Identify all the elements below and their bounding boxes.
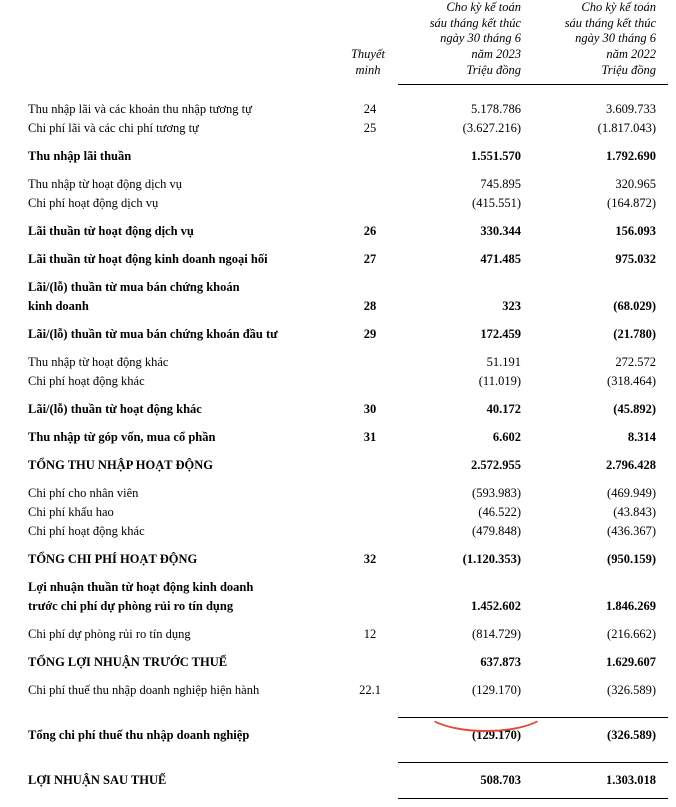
row-value-previous: (318.464) [607,374,656,389]
table-row [8,578,668,597]
row-value-current: 745.895 [480,177,521,192]
header-previous-period [533,0,668,84]
row-note-reference [342,278,398,297]
table-header [8,0,668,100]
row-note-reference: 12 [363,627,377,642]
row-value-current: 330.344 [480,224,521,239]
row-label: Chi phí hoạt động khác [28,524,145,539]
row-value-current: 1.452.602 [471,599,521,614]
table-row [8,119,668,138]
table-row [8,522,668,541]
header-spacer [8,85,668,100]
row-spacer [8,391,668,400]
row-note-reference [342,597,398,616]
row-note-reference: 28 [363,299,377,314]
table-row [8,400,668,419]
row-value-previous: 1.792.690 [606,149,656,164]
row-label: Lãi thuần từ hoạt động dịch vụ [28,224,194,239]
table-row [8,297,668,316]
row-value-current: 1.551.570 [471,149,521,164]
row-spacer [8,138,668,147]
header-current-line4: năm 2023 [471,46,521,61]
row-value-current: (593.983) [472,486,521,501]
row-label: Lãi/(lỗ) thuần từ mua bán chứng khoán [28,280,240,295]
row-spacer [8,475,668,484]
table-row [8,456,668,475]
table-row [8,194,668,213]
row-note-reference [342,771,398,790]
final-rule-blank [8,790,342,807]
table-row [8,550,668,569]
row-value-previous: (45.892) [613,402,656,417]
row-spacer [8,447,668,456]
row-spacer [8,213,668,222]
row-value-current: 172.459 [480,327,521,342]
header-current-line1: Cho kỳ kế toán [446,0,521,14]
table-row [8,653,668,672]
row-value-current: (415.551) [472,196,521,211]
row-value-previous: 975.032 [615,252,656,267]
row-spacer [8,241,668,250]
row-label: kinh doanh [28,299,89,314]
row-note-reference [342,372,398,391]
row-value-current: 5.178.786 [471,102,521,117]
table-row [8,250,668,269]
row-note-reference: 30 [363,402,377,417]
rule-previous [533,709,668,726]
row-label: TỔNG THU NHẬP HOẠT ĐỘNG [28,458,213,473]
table-row [8,372,668,391]
row-note-reference [342,175,398,194]
row-note-reference: 24 [363,102,377,117]
row-note-reference [342,484,398,503]
row-label: Thu nhập từ hoạt động dịch vụ [28,177,182,192]
row-spacer [8,344,668,353]
row-value-current: 40.172 [486,402,521,417]
row-value-previous: (43.843) [613,505,656,520]
row-note-reference [342,503,398,522]
table-row [8,278,668,297]
header-note-line1: Thuyết [350,46,386,61]
final-rule-row [8,790,668,807]
row-label: Thu nhập từ góp vốn, mua cổ phần [28,430,216,445]
row-label: Lãi thuần từ hoạt động kinh doanh ngoại hối [28,252,268,267]
final-rule-previous [533,790,668,807]
final-rule-note [342,790,398,807]
row-value-current: (129.170) [472,683,521,698]
rule-current [398,754,533,771]
subtotal-rule-row [8,709,668,726]
table-row [8,222,668,241]
table-row [8,325,668,344]
row-value-current: (479.848) [472,524,521,539]
row-note-reference: 26 [363,224,377,239]
row-note-reference [342,456,398,475]
row-label: Chi phí cho nhân viên [28,486,139,501]
rule-note [342,709,398,726]
row-value-previous: (164.872) [607,196,656,211]
row-value-previous [533,578,668,597]
row-value-previous [533,278,668,297]
row-note-reference: 25 [363,121,377,136]
row-value-current: (11.019) [478,374,521,389]
header-previous-line4: năm 2022 [606,46,656,61]
table-row [8,681,668,700]
row-label: LỢI NHUẬN SAU THUẾ [28,773,167,788]
row-value-previous: (216.662) [607,627,656,642]
row-value-current: 6.602 [492,430,521,445]
income-statement-table [8,0,668,807]
header-note-column [342,0,398,84]
subtotal-rule-row [8,754,668,771]
row-spacer [8,419,668,428]
row-label: Chi phí hoạt động khác [28,374,145,389]
row-label: Thu nhập lãi và các khoản thu nhập tương tự [28,102,252,117]
row-label: Thu nhập lãi thuần [28,149,132,164]
table-row [8,726,668,745]
row-spacer [8,166,668,175]
row-label: Lãi/(lỗ) thuần từ hoạt động khác [28,402,202,417]
table-row [8,597,668,616]
row-note-reference [342,353,398,372]
row-value-current: 51.191 [486,355,521,370]
table-row [8,484,668,503]
row-value-previous: (436.367) [607,524,656,539]
header-previous-line2: sáu tháng kết thúc [564,15,656,30]
row-note-reference [342,194,398,213]
row-value-current: 508.703 [480,773,521,788]
row-value-previous: 272.572 [615,355,656,370]
row-note-reference [342,578,398,597]
row-value-current: (1.120.353) [462,552,521,567]
table-row [8,428,668,447]
row-spacer [8,316,668,325]
row-label: Lãi/(lỗ) thuần từ mua bán chứng khoán đầu tư [28,327,278,342]
row-value-previous: (326.589) [607,728,656,743]
table-row [8,353,668,372]
row-note-reference [342,726,398,745]
row-label: TỔNG LỢI NHUẬN TRƯỚC THUẾ [28,655,228,670]
row-label: Lợi nhuận thuần từ hoạt động kinh doanh [28,580,254,595]
row-label: Chi phí lãi và các chi phí tương tự [28,121,199,136]
row-value-previous: (950.159) [607,552,656,567]
row-spacer [8,672,668,681]
table-body [8,100,668,807]
table-row [8,147,668,166]
row-value-current [398,578,533,597]
table-row [8,503,668,522]
row-value-current: 2.572.955 [471,458,521,473]
header-current-period [398,0,533,84]
row-spacer [8,569,668,578]
row-value-current: 637.873 [480,655,521,670]
header-previous-line5: Triệu đồng [601,62,656,77]
row-value-current: (814.729) [472,627,521,642]
row-value-previous: 320.965 [615,177,656,192]
rule-note [342,754,398,771]
row-note-reference: 22.1 [359,683,381,698]
row-note-reference: 31 [363,430,377,445]
row-value-previous: 2.796.428 [606,458,656,473]
row-value-current: 471.485 [480,252,521,267]
rule-previous [533,754,668,771]
row-label: trước chi phí dự phòng rủi ro tín dụng [28,599,234,614]
row-label: Chi phí thuế thu nhập doanh nghiệp hiện hành [28,683,260,698]
row-value-previous: 3.609.733 [606,102,656,117]
row-spacer [8,644,668,653]
row-value-current: 323 [502,299,521,314]
table-row [8,625,668,644]
row-spacer [8,745,668,754]
table-row [8,771,668,790]
row-spacer [8,541,668,550]
row-value-previous: (1.817.043) [597,121,656,136]
row-note-reference: 27 [363,252,377,267]
row-label: Chi phí hoạt động dịch vụ [28,196,159,211]
row-label: TỔNG CHI PHÍ HOẠT ĐỘNG [28,552,198,567]
row-spacer [8,700,668,709]
row-note-reference: 32 [363,552,377,567]
row-value-current [398,278,533,297]
row-label: Tổng chi phí thuế thu nhập doanh nghiệp [28,728,250,743]
row-value-previous: (469.949) [607,486,656,501]
row-spacer [8,269,668,278]
row-value-previous: 1.629.607 [606,655,656,670]
header-current-line3: ngày 30 tháng 6 [440,31,521,46]
row-value-previous: 1.303.018 [606,773,656,788]
rule-blank [8,754,342,771]
row-label: Chi phí khấu hao [28,505,114,520]
row-note-reference [342,522,398,541]
row-value-previous: 8.314 [627,430,656,445]
header-blank [8,0,342,84]
handwritten-annotation-arc [424,688,548,732]
header-current-line2: sáu tháng kết thúc [429,15,521,30]
row-note-reference [342,147,398,166]
row-value-previous: 1.846.269 [606,599,656,614]
row-value-previous: (21.780) [613,327,656,342]
row-value-current: (3.627.216) [462,121,521,136]
row-spacer [8,616,668,625]
row-note-reference [342,653,398,672]
header-note-line2: minh [355,62,381,77]
table-row [8,175,668,194]
final-rule-current [398,790,533,807]
row-label: Thu nhập từ hoạt động khác [28,355,169,370]
row-value-previous: 156.093 [615,224,656,239]
row-value-previous: (326.589) [607,683,656,698]
rule-blank [8,709,342,726]
row-value-current: (46.522) [478,505,521,520]
row-note-reference: 29 [363,327,377,342]
header-current-line5: Triệu đồng [466,62,521,77]
row-value-previous: (68.029) [613,299,656,314]
header-previous-line1: Cho kỳ kế toán [581,0,656,14]
header-previous-line3: ngày 30 tháng 6 [575,31,656,46]
table-row [8,100,668,119]
row-label: Chi phí dự phòng rủi ro tín dụng [28,627,191,642]
row-value-current: (129.170) [472,728,521,743]
